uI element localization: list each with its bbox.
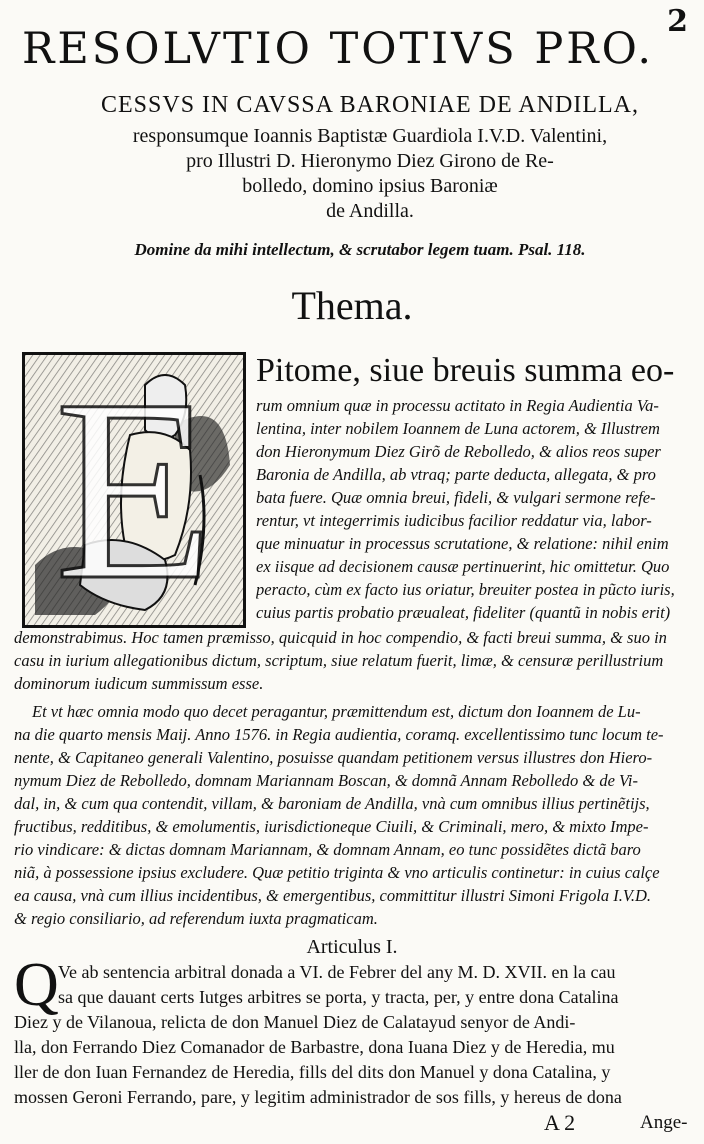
text-line: Diez y de Vilanoua, relicta de don Manuel Diez de Calatayud senyor de Andi- xyxy=(14,1012,576,1032)
catchword: Ange- xyxy=(640,1112,688,1133)
epitome-heading: Pitome, siue breuis summa eo- xyxy=(256,352,675,389)
subtitle-line: bolledo, domino ipsius Baroniæ xyxy=(242,175,498,197)
text-line: nymum Diez de Rebolledo, domnam Mariannam Boscan, & domnã Annam Rebolledo & de Vi- xyxy=(14,771,638,790)
text-line: cuius partis probatio præualeat, fideliter (quantũ in nobis erit) xyxy=(256,603,671,622)
subtitle-line: pro Illustri D. Hieronymo Diez Girono de Re- xyxy=(186,150,554,172)
text-line: ea causa, vnà cum illius incidentibus, & emergentibus, committitur illustri Simoni Frigola I.V.D. xyxy=(14,886,652,905)
signature-mark: A 2 xyxy=(544,1110,576,1135)
subtitle-line: responsumque Ioannis Baptistæ Guardiola I.V.D. Valentini, xyxy=(132,125,608,147)
epitome-continuation xyxy=(14,626,698,695)
text-line: lla, don Ferrando Diez Comanador de Barbastre, dona Iuana Diez y de Heredia, mu xyxy=(14,1037,615,1057)
text-line: que minuatur in processus scrutatione, & relatione: nihil enim xyxy=(256,534,669,553)
narrative-paragraph xyxy=(14,700,698,930)
text-line: Et vt hæc omnia modo quo decet peragantur, præmittendum est, dictum don Ioannem de Lu- xyxy=(32,702,641,721)
text-line: nente, & Capitaneo generali Valentino, posuisse quandam petitionem versus illustres don Hiero- xyxy=(14,748,653,767)
motto: Domine da mihi intellectum, & scrutabor legem tuam. Psal. 118. xyxy=(134,240,586,259)
text-line: rentur, vt integerrimis iudicibus facilior reddatur via, labor- xyxy=(256,511,652,530)
text-line: don Hieronymum Diez Girõ de Rebolledo, & alios reos super xyxy=(256,442,661,461)
text-line: bata fuere. Quæ omnia breui, fideli, & vulgari sermone refe- xyxy=(256,488,656,507)
subtitle xyxy=(70,124,670,224)
text-line: Ve ab sentencia arbitral donada a VI. de Febrer del any M. D. XVII. en la cau xyxy=(58,962,616,982)
section-heading: Thema. xyxy=(291,283,413,328)
subtitle-line: de Andilla. xyxy=(326,200,414,222)
title-line-1: RESOLVTIO TOTIVS PRO. xyxy=(22,24,655,74)
text-line: niã, à possessione ipsius excludere. Quæ petitio triginta & vno articulis continetur: in cuius calçe xyxy=(14,863,660,882)
initial-letter: E xyxy=(54,352,214,628)
text-line: casu in iurium allegationibus dictum, scriptum, siue relatum fuerit, limæ, & censuræ perillustrium xyxy=(14,651,664,670)
text-line: ex iisque ad decisionem causæ pertinuerint, hic omittetur. Quo xyxy=(256,557,670,576)
title-line-2: CESSVS IN CAVSSA BARONIAE DE ANDILLA, xyxy=(101,92,639,118)
text-line: Baronia de Andilla, ab vtraq; parte deducta, allegata, & pro xyxy=(256,465,656,484)
article-heading: Articulus I. xyxy=(306,936,398,958)
text-line: rio vindicare: & dictas domnam Mariannam, & domnam Annam, eo tunc possidẽtes dictã baro xyxy=(14,840,641,859)
text-line: mossen Geroni Ferrando, pare, y legitim administrador de sos fills, y hereus de dona xyxy=(14,1087,622,1107)
text-line: na die quarto mensis Maij. Anno 1576. in Regia audientia, coramq. excellentissimo tunc locum te- xyxy=(14,725,664,744)
woodcut-initial xyxy=(22,352,246,628)
text-line: sa que dauant certs Iutges arbitres se porta, y tracta, per, y entre dona Catalina xyxy=(58,987,619,1007)
text-line: demonstrabimus. Hoc tamen præmisso, quicquid in hoc compendio, & facti breui summa, & suo in xyxy=(14,628,667,647)
text-line: lentina, inter nobilem Ioannem de Luna actorem, & Illustrem xyxy=(256,419,660,438)
text-line: & regio consiliario, ad referendum iuxta pragmaticam. xyxy=(14,909,378,928)
text-line: peracto, cùm ex facto ius oriatur, breuiter postea in pũcto iuris, xyxy=(256,580,675,599)
text-line: fructibus, redditibus, & emolumentis, iurisdictioneque Ciuili, & Criminali, mero, & mixto Impe- xyxy=(14,817,649,836)
text-line: dominorum iudicum summissum esse. xyxy=(14,674,264,693)
text-line: rum omnium quæ in processu actitato in Regia Audientia Va- xyxy=(256,396,659,415)
epitome-paragraph xyxy=(256,394,696,624)
folio-number: 2 xyxy=(667,4,688,39)
article-paragraph xyxy=(14,960,704,1110)
text-line: dal, in, & cum qua contendit, villam, & baroniam de Andilla, vnà cum omnibus illius pertinẽtijs, xyxy=(14,794,650,813)
text-line: ller de don Iuan Fernandez de Heredia, fills del dits don Manuel y dona Catalina, y xyxy=(14,1062,611,1082)
article-initial: Q xyxy=(14,951,59,1019)
